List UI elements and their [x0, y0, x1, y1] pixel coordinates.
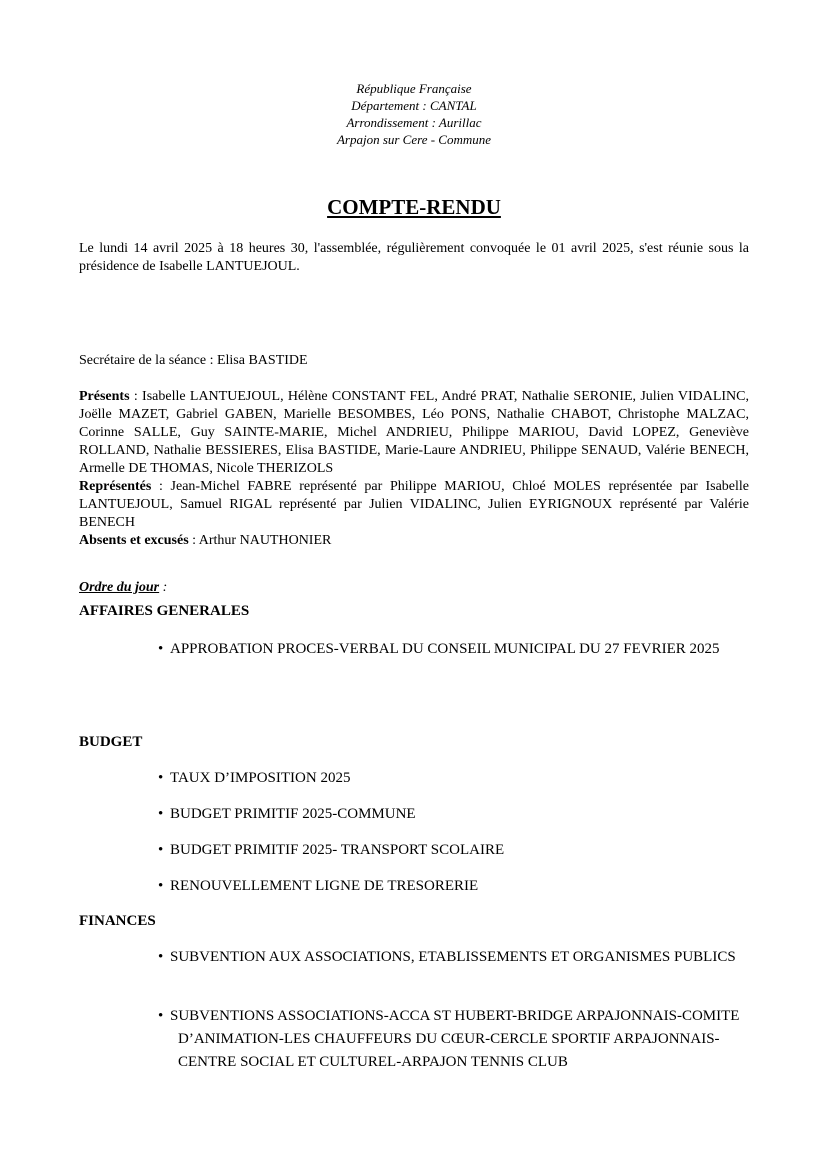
agenda-item	[158, 946, 758, 969]
agenda-item-text: APPROBATION PROCES-VERBAL DU CONSEIL MUNICIPAL DU 27 FEVRIER 2025	[170, 641, 720, 657]
presents-paragraph	[79, 388, 749, 478]
header-republic: République Française	[356, 81, 472, 96]
section-finances: FINANCES	[79, 913, 156, 929]
header-department: Département : CANTAL	[351, 98, 477, 113]
bullet-icon: •	[158, 770, 164, 786]
agenda-item-text: SUBVENTION AUX ASSOCIATIONS, ETABLISSEMENTS ET ORGANISMES PUBLICS	[170, 949, 736, 965]
document-title: COMPTE-RENDU	[327, 195, 501, 219]
represented-label: Représentés	[79, 479, 152, 494]
bullet-icon: •	[158, 842, 164, 858]
header-commune: Arpajon sur Cere - Commune	[336, 132, 492, 147]
secretary-line: Secrétaire de la séance : Elisa BASTIDE	[79, 353, 308, 368]
header-arrondissement: Arrondissement : Aurillac	[346, 115, 482, 130]
agenda-item-text: BUDGET PRIMITIF 2025-COMMUNE	[170, 806, 416, 822]
agenda-item	[158, 803, 758, 826]
agenda-heading	[79, 580, 167, 596]
bullet-icon: •	[158, 806, 164, 822]
agenda-item-text: RENOUVELLEMENT LIGNE DE TRESORERIE	[170, 878, 479, 894]
bullet-icon: •	[158, 878, 164, 894]
agenda-item	[158, 638, 758, 661]
agenda-item	[158, 1005, 758, 1074]
presents-list: : Isabelle LANTUEJOUL, Hélène CONSTANT FEL, André PRAT, Nathalie SERONIE, Julien VIDALINC, Joëlle MAZET, Gabriel GABEN, Marielle BESOMBES, Léo PONS, Nathalie CHABOT, Christophe MALZAC, Corinne SALLE, Guy SAINTE-MARIE, Michel ANDRIEU, Philippe MARIOU, David LOPEZ, Geneviève ROLLAND, Nathalie BESSIERES, Elisa BASTIDE, Marie-Laure ANDRIEU, Philippe SENAUD, Valérie BENECH, Armelle DE THOMAS, Nicole THERIZOLS	[79, 389, 749, 476]
document-header	[0, 80, 828, 148]
agenda-colon: :	[159, 580, 168, 595]
attendance-block	[79, 388, 749, 550]
agenda-label: Ordre du jour	[79, 580, 160, 595]
agenda-item	[158, 875, 758, 898]
bullet-icon: •	[158, 1008, 164, 1024]
absent-paragraph	[79, 532, 749, 550]
absent-label: Absents et excusés	[79, 533, 189, 548]
absent-list: : Arthur NAUTHONIER	[188, 533, 332, 548]
intro-paragraph: Le lundi 14 avril 2025 à 18 heures 30, l'assemblée, régulièrement convoquée le 01 avril 2025, s'est réunie sous la présidence de Isabelle LANTUEJOUL.	[79, 241, 749, 274]
bullet-icon: •	[158, 949, 164, 965]
represented-paragraph	[79, 478, 749, 532]
section-affaires-generales: AFFAIRES GENERALES	[79, 603, 250, 619]
bullet-icon: •	[158, 641, 164, 657]
presents-label: Présents	[79, 389, 130, 404]
agenda-item	[158, 839, 758, 862]
agenda-item-text: BUDGET PRIMITIF 2025- TRANSPORT SCOLAIRE	[170, 842, 505, 858]
agenda-item-text: TAUX D’IMPOSITION 2025	[170, 770, 351, 786]
agenda-item-text: SUBVENTIONS ASSOCIATIONS-ACCA ST HUBERT-BRIDGE ARPAJONNAIS-COMITE D’ANIMATION-LES CHAUFFEURS DU CŒUR-CERCLE SPORTIF ARPAJONNAIS-CENTRE SOCIAL ET CULTUREL-ARPAJON TENNIS CLUB	[170, 1008, 740, 1070]
represented-list: : Jean-Michel FABRE représenté par Philippe MARIOU, Chloé MOLES représentée par Isabelle LANTUEJOUL, Samuel RIGAL représenté par Julien VIDALINC, Julien EYRIGNOUX représenté par Valérie BENECH	[79, 479, 749, 530]
agenda-item	[158, 767, 758, 790]
section-budget: BUDGET	[79, 734, 143, 750]
